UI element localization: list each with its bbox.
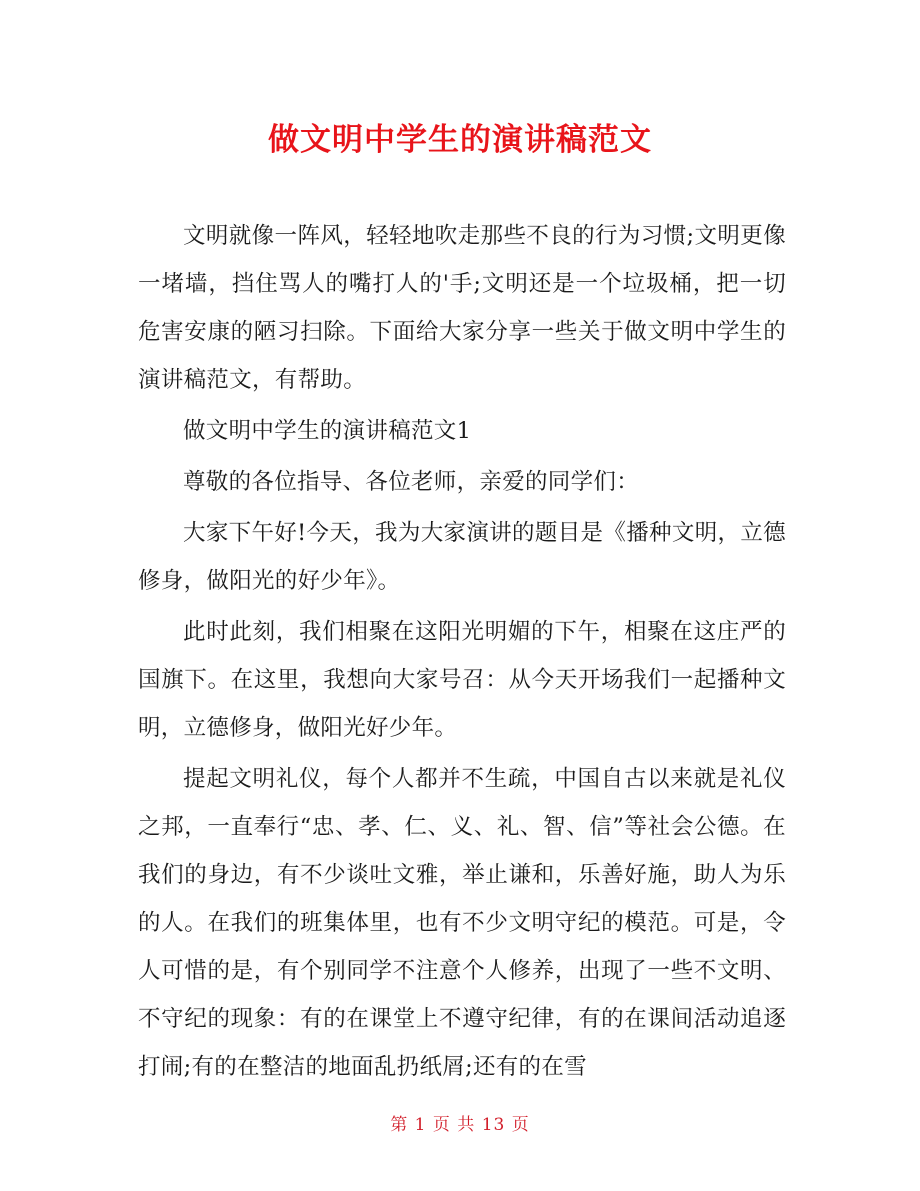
paragraph-etiquette: 提起文明礼仪，每个人都并不生疏，中国自古以来就是礼仪之邦，一直奉行“忠、孝、仁、义、礼、智、信”等社会公德。在我们的身边，有不少谈吐文雅，举止谦和，乐善好施，助人为乐的人。在我们的班集体里，也有不少文明守纪的模范。可是，令人可惜的是，有个别同学不注意个人修养，出现了一些不文明、不守纪的现象：有的在课堂上不遵守纪律，有的在课间活动追逐打闹;有的在整洁的地面乱扔纸屑;还有的在雪 (138, 766, 786, 1080)
page-number-label: 第 1 页 共 13 页 (390, 1115, 530, 1135)
paragraph-intro: 文明就像一阵风，轻轻地吹走那些不良的行为习惯;文明更像一堵墙，挡住骂人的嘴打人的'手;文明还是一个垃圾桶，把一切危害安康的陋习扫除。下面给大家分享一些关于做文明中学生的演讲稿范文，有帮助。 (138, 223, 786, 393)
document-title: 做文明中学生的演讲稿范文 (268, 122, 652, 158)
document-body (138, 212, 786, 1094)
paragraph-salutation: 尊敬的各位指导、各位老师，亲爱的同学们： (183, 469, 640, 495)
page-footer (0, 1110, 920, 1140)
paragraph-subheading: 做文明中学生的演讲稿范文1 (183, 418, 472, 444)
paragraph-call: 此时此刻，我们相聚在这阳光明媚的下午，相聚在这庄严的国旗下。在这里，我想向大家号召：从今天开场我们一起播种文明，立德修身，做阳光好少年。 (138, 619, 786, 741)
paragraph-greeting: 大家下午好!今天，我为大家演讲的题目是《播种文明，立德修身，做阳光的好少年》。 (138, 520, 786, 594)
